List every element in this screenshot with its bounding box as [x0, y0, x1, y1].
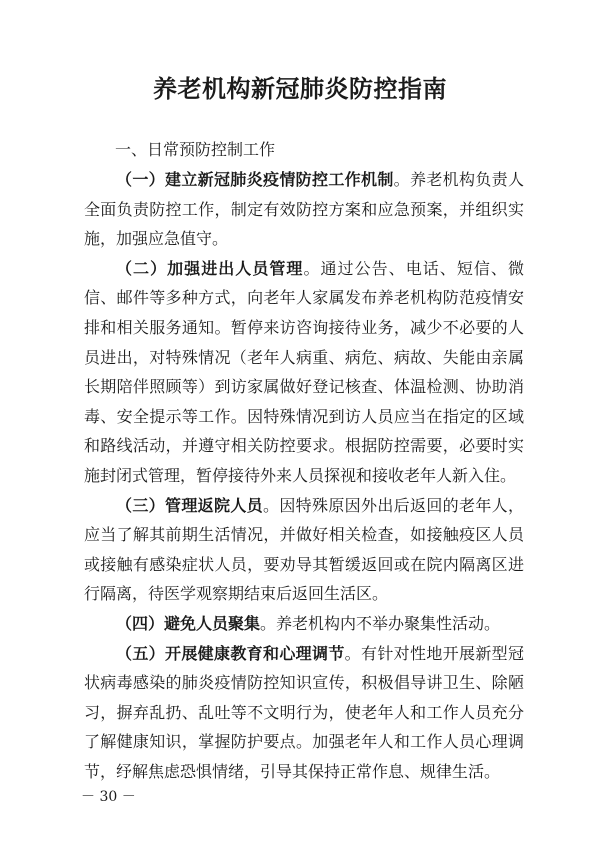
paragraph-2-text: 。通过公告、电话、短信、微信、邮件等多种方式，向老年人家属发布养老机构防范疫情安排和相关服务通知。暂停来访咨询接待业务，减少不必要的人员进出，对特殊情况（老年人病重、病危、病故、失能由亲属长期陪伴照顾等）到访家属做好登记核查、体温检测、协助消毒、安全提示等工作。因特殊情况到访人员应当在指定的区域和路线活动，并遵守相关防控要求。根据防控需要，必要时实施封闭式管理，暂停接待外来人员探视和接收老年人新入住。 — [84, 258, 524, 485]
paragraph-4 — [84, 609, 524, 639]
section-heading: 一、日常预防控制工作 — [115, 140, 276, 159]
paragraph-3-lead: （三）管理返院人员 — [116, 495, 263, 515]
paragraph-1-text: 。养老机构负责人全面负责防控工作，制定有效防控方案和应急预案，并组织实施，加强应急值守。 — [84, 170, 524, 249]
paragraph-5 — [84, 639, 524, 787]
page-number: － 30 － — [81, 789, 136, 805]
body-text — [84, 165, 524, 786]
paragraph-2 — [84, 254, 524, 491]
paragraph-3 — [84, 491, 524, 609]
paragraph-5-text: 。有针对性地开展新型冠状病毒感染的肺炎疫情防控知识宣传，积极倡导讲卫生、除陋习，摒弃乱扔、乱吐等不文明行为，使老年人和工作人员充分了解健康知识，掌握防护要点。加强老年人和工作人员心理调节，纾解焦虑恐惧情绪，引导其保持正常作息、规律生活。 — [84, 643, 524, 781]
paragraph-4-text: 。养老机构内不举办聚集性活动。 — [260, 613, 501, 633]
paragraph-4-lead: （四）避免人员聚集 — [116, 613, 261, 633]
paragraph-2-lead: （二）加强进出人员管理 — [116, 258, 304, 278]
paragraph-3-text: 。因特殊原因外出后返回的老年人，应当了解其前期生活情况，并做好相关检查，如接触疫区人员或接触有感染症状人员，要劝导其暂缓返回或在院内隔离区进行隔离，待医学观察期结束后返回生活区。 — [84, 495, 524, 604]
document-title: 养老机构新冠肺炎防控指南 — [153, 74, 447, 103]
paragraph-1-lead: （一）建立新冠肺炎疫情防控工作机制 — [116, 170, 394, 189]
paragraph-1 — [84, 165, 524, 254]
paragraph-5-lead: （五）开展健康教育和心理调节 — [116, 643, 345, 663]
